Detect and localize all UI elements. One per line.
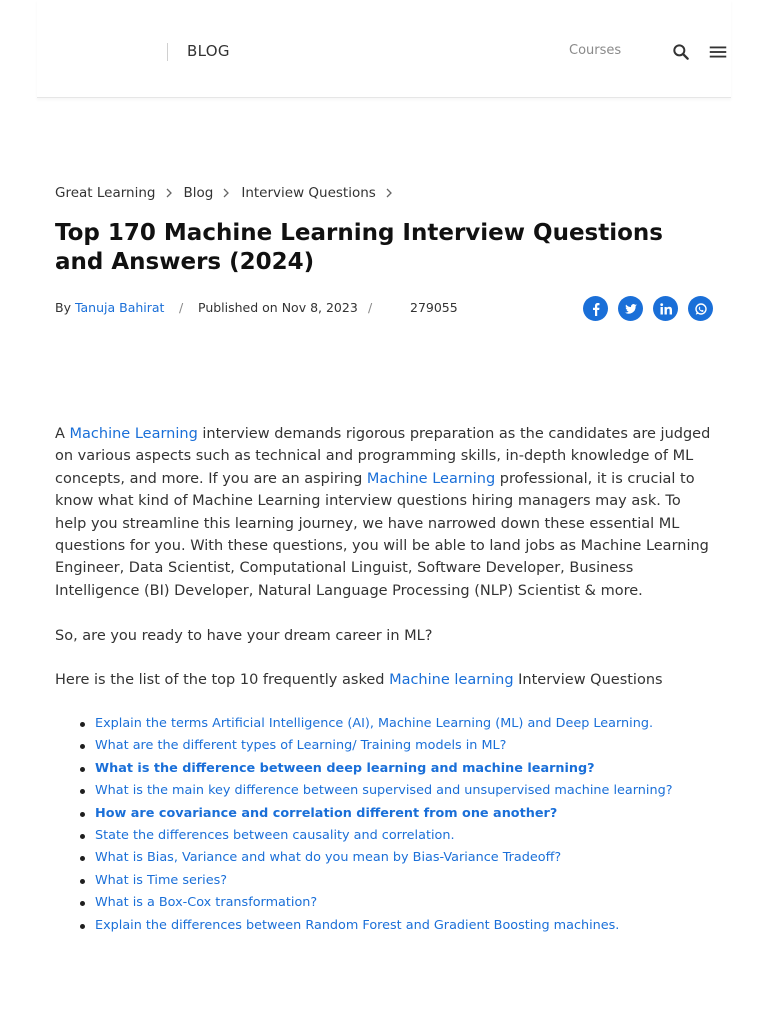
chevron-right-icon bbox=[219, 186, 233, 200]
machine-learning-link[interactable]: Machine learning bbox=[389, 672, 514, 688]
breadcrumb-item-great-learning[interactable]: Great Learning bbox=[55, 185, 156, 201]
page-title: Top 170 Machine Learning Interview Questions and Answers (2024) bbox=[55, 220, 663, 275]
intro-text: A bbox=[55, 426, 70, 442]
list-item bbox=[80, 915, 720, 937]
chevron-right-icon bbox=[382, 186, 396, 200]
by-label: By bbox=[55, 300, 75, 315]
chevron-right-icon bbox=[162, 186, 176, 200]
view-count: 279055 bbox=[410, 300, 458, 315]
list-item bbox=[80, 847, 720, 869]
question-link[interactable]: What is Bias, Variance and what do you mean by Bias-Variance Tradeoff? bbox=[95, 850, 562, 866]
top-questions-intro bbox=[55, 669, 715, 691]
share-buttons bbox=[583, 296, 713, 321]
question-list bbox=[80, 713, 720, 937]
published-date: Published on Nov 8, 2023 bbox=[198, 300, 358, 315]
hamburger-menu-icon[interactable] bbox=[707, 42, 729, 62]
whatsapp-icon[interactable] bbox=[688, 296, 713, 321]
linkedin-icon[interactable] bbox=[653, 296, 678, 321]
eye-icon bbox=[387, 302, 403, 316]
career-question: So, are you ready to have your dream career in ML? bbox=[55, 628, 433, 644]
list-item bbox=[80, 780, 720, 802]
courses-link[interactable]: Courses bbox=[569, 43, 622, 58]
question-link[interactable]: What is the difference between deep learning and machine learning? bbox=[95, 760, 595, 776]
facebook-icon[interactable] bbox=[583, 296, 608, 321]
question-link[interactable]: State the differences between causality and correlation. bbox=[95, 827, 455, 843]
intro-text: Interview Questions bbox=[513, 672, 663, 688]
list-item bbox=[80, 803, 720, 825]
question-link[interactable]: What is the main key difference between supervised and unsupervised machine learning? bbox=[95, 783, 673, 799]
list-item bbox=[80, 758, 720, 780]
meta-separator: / bbox=[179, 300, 184, 315]
breadcrumb-item-interview-questions[interactable]: Interview Questions bbox=[241, 185, 376, 201]
list-item bbox=[80, 870, 720, 892]
twitter-icon[interactable] bbox=[618, 296, 643, 321]
question-link[interactable]: How are covariance and correlation different from one another? bbox=[95, 805, 558, 821]
logo-divider bbox=[167, 43, 168, 61]
question-link[interactable]: What are the different types of Learning/ Training models in ML? bbox=[95, 738, 507, 754]
machine-learning-link[interactable]: Machine Learning bbox=[366, 470, 496, 487]
meta-separator: / bbox=[368, 300, 373, 315]
blog-label[interactable]: BLOG bbox=[187, 42, 230, 60]
intro-paragraph bbox=[55, 423, 715, 602]
question-link[interactable]: What is Time series? bbox=[95, 872, 228, 888]
list-item bbox=[80, 735, 720, 757]
search-icon[interactable] bbox=[671, 42, 691, 62]
question-link[interactable]: Explain the differences between Random Forest and Gradient Boosting machines. bbox=[95, 917, 620, 933]
intro-text: Here is the list of the top 10 frequently asked bbox=[55, 672, 390, 688]
list-item bbox=[80, 892, 720, 914]
list-item bbox=[80, 825, 720, 847]
intro-text: professional, it is crucial to know what kind of Machine Learning interview questions hiring managers may ask. To help you streamline this learning journey, we have narrowed down these essential ML questions for you. With these questions, you will be able to land jobs as Machine Learning Engineer, Data Scientist, Computational Linguist, Software Developer, Business Intelligence (BI) Developer, Natural Language Processing (NLP) Scientist & more. bbox=[55, 470, 709, 599]
question-link[interactable]: What is a Box-Cox transformation? bbox=[95, 895, 318, 911]
author-link[interactable]: Tanuja Bahirat bbox=[74, 300, 165, 315]
author-byline bbox=[55, 300, 164, 315]
list-item bbox=[80, 713, 720, 735]
intro-text: interview demands rigorous preparation as the candidates are judged on various aspects such as technical and programming skills, in-depth knowledge of ML concepts, and more. If you are an aspiring bbox=[55, 426, 711, 487]
machine-learning-link[interactable]: Machine Learning bbox=[69, 426, 198, 442]
site-header bbox=[37, 0, 731, 98]
breadcrumb-item-blog[interactable]: Blog bbox=[183, 185, 214, 201]
question-link[interactable]: Explain the terms Artificial Intelligence (AI), Machine Learning (ML) and Deep Learning. bbox=[95, 716, 654, 731]
breadcrumb bbox=[55, 185, 404, 201]
site-logo[interactable] bbox=[55, 38, 165, 66]
